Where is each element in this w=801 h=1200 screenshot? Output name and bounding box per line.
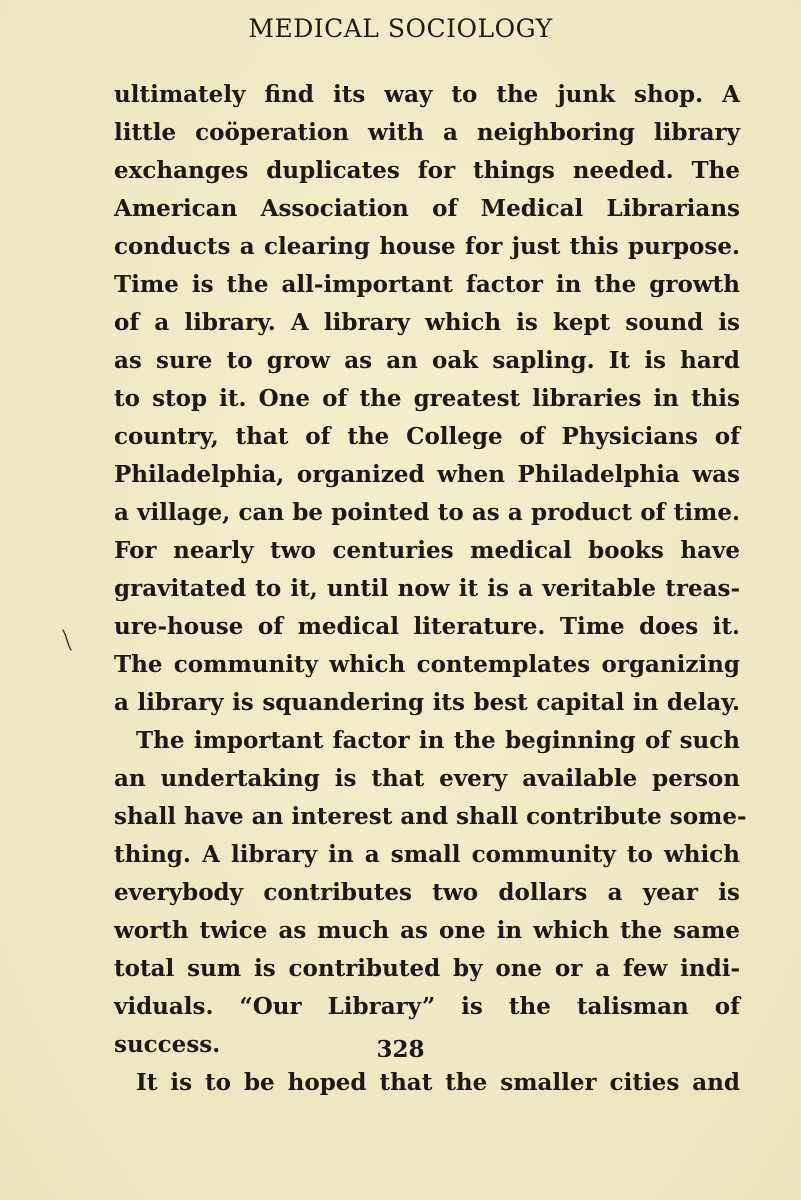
text-line-24: total sum is contributed by one or a few indi- [114, 955, 740, 982]
body-text [114, 76, 747, 1102]
margin-pencil-mark [62, 628, 72, 652]
text-line-17: a library is squandering its best capital in delay. [114, 689, 740, 716]
text-line-18: The important factor in the beginning of such [136, 727, 740, 754]
text-line-6: Time is the all-important factor in the growth [114, 271, 740, 298]
text-line-2: little coöperation with a neighboring library [114, 119, 740, 146]
text-line-22: everybody contributes two dollars a year is [114, 879, 740, 906]
text-line-19: an undertaking is that every available person [114, 765, 740, 792]
text-line-3: exchanges duplicates for things needed. The [114, 157, 740, 184]
text-line-21: thing. A library in a small community to which [114, 841, 740, 868]
text-line-7: of a library. A library which is kept sound is [114, 309, 740, 336]
text-line-16: The community which contemplates organizing [114, 651, 740, 678]
text-line-23: worth twice as much as one in which the same [114, 917, 740, 944]
text-line-27: It is to be hoped that the smaller cities and [136, 1069, 740, 1096]
text-line-13: For nearly two centuries medical books have [114, 537, 740, 564]
text-line-1: ultimately find its way to the junk shop. A [114, 81, 740, 108]
text-line-20: shall have an interest and shall contribute some- [114, 803, 747, 830]
text-line-5: conducts a clearing house for just this purpose. [114, 233, 740, 260]
text-line-4: American Association of Medical Librarians [114, 195, 740, 222]
text-line-14: gravitated to it, until now it is a veritable treas- [114, 575, 740, 602]
text-line-25: viduals. “Our Library” is the talisman of [114, 993, 740, 1020]
text-line-12: a village, can be pointed to as a product of time. [114, 499, 740, 526]
text-line-9: to stop it. One of the greatest libraries in this [114, 385, 740, 412]
page-number: 328 [376, 1036, 425, 1063]
text-line-11: Philadelphia, organized when Philadelphia was [114, 461, 740, 488]
text-line-26: success. [114, 1031, 221, 1058]
text-line-15: ure-house of medical literature. Time does it. [114, 613, 740, 640]
text-line-10: country, that of the College of Physicians of [114, 423, 740, 450]
text-line-8: as sure to grow as an oak sapling. It is hard [114, 347, 740, 374]
running-head: MEDICAL SOCIOLOGY [248, 14, 553, 43]
